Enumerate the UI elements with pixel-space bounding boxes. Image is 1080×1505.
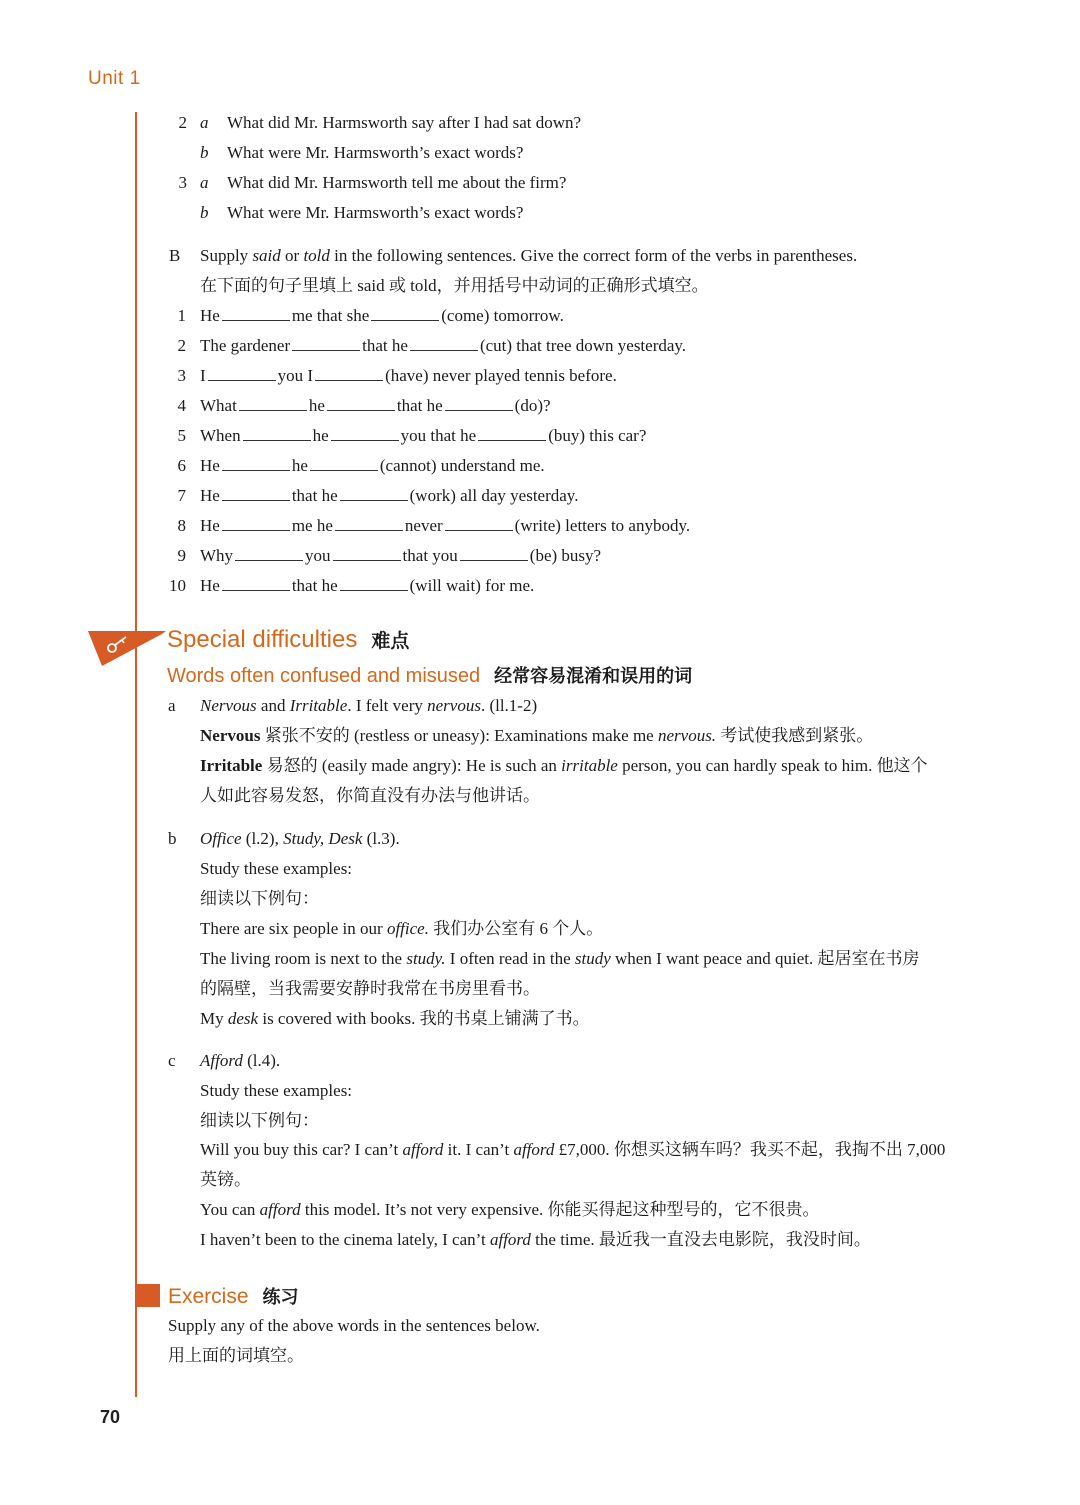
item-c-study: Study these examples:: [200, 1081, 353, 1100]
sentence-part: he: [312, 426, 329, 445]
sentence-part: that he: [291, 576, 338, 595]
item-c-example-1: [200, 1139, 945, 1161]
item-b-example-3: [200, 1008, 590, 1030]
sentence-part: He: [200, 486, 220, 505]
sentence-number: 2: [177, 336, 186, 355]
vertical-rule: [135, 112, 137, 1397]
special-heading: [167, 626, 409, 654]
exercise-title-zh: 练习: [262, 1287, 299, 1307]
question-text: What did Mr. Harmsworth tell me about the firm?: [227, 173, 567, 192]
term: Irritable: [200, 756, 263, 775]
text: and: [256, 696, 290, 715]
sentence-part: that he: [396, 396, 443, 415]
section-b-letter: B: [169, 246, 181, 265]
word: afford: [489, 1230, 531, 1249]
sentence-number: 10: [169, 576, 186, 595]
blank-field[interactable]: [478, 427, 546, 441]
text: The living room is next to the: [200, 949, 407, 968]
word: afford: [402, 1140, 444, 1159]
word: Irritable: [289, 696, 348, 715]
blank-field[interactable]: [460, 547, 528, 561]
blank-field[interactable]: [445, 517, 513, 531]
sentence-part: The gardener: [200, 336, 291, 355]
sentence-part: Why: [200, 546, 234, 565]
sentence-body: [200, 395, 551, 417]
text: 紧张不安的 (restless or uneasy): Examinations make me: [260, 726, 658, 745]
special-subtitle-zh: 经常容易混淆和误用的词: [494, 666, 693, 686]
word: Study, Desk: [283, 829, 363, 848]
text: is covered with books. 我的书桌上铺满了书。: [258, 1009, 590, 1028]
text: . (ll.1-2): [480, 696, 538, 715]
sentence-body: [200, 515, 690, 537]
blank-field[interactable]: [335, 517, 403, 531]
sentence-part: (have) never played tennis before.: [385, 366, 617, 385]
special-subtitle: Words often confused and misused: [167, 665, 481, 687]
sentence-number: 5: [177, 426, 186, 445]
sentence-part: that he: [291, 486, 338, 505]
item-b-example-2: [200, 948, 920, 970]
item-b-study-zh: 细读以下例句：: [200, 889, 319, 908]
sentence-part: When: [200, 426, 241, 445]
sentence-number: 7: [177, 486, 186, 505]
sentence-body: [200, 575, 534, 597]
sentence-part: He: [200, 516, 220, 535]
word: study: [574, 949, 611, 968]
sentence-part: (write) letters to anybody.: [514, 516, 691, 535]
blank-field[interactable]: [315, 367, 383, 381]
sentence-number: 3: [177, 366, 186, 385]
item-c-study-zh: 细读以下例句：: [200, 1111, 319, 1130]
item-c-example-2: [200, 1199, 820, 1221]
sentence-part: he: [291, 456, 308, 475]
question-number: 2: [178, 113, 187, 132]
sentence-body: [200, 335, 686, 357]
blank-field[interactable]: [222, 577, 290, 591]
blank-field[interactable]: [327, 397, 395, 411]
sentence-body: [200, 455, 545, 477]
text: There are six people in our: [200, 919, 387, 938]
sentence-part: He: [200, 576, 220, 595]
text: it. I can’t: [443, 1140, 514, 1159]
sentence-part: (come) tomorrow.: [441, 306, 564, 325]
text: 我们办公室有 6 个人。: [428, 919, 604, 938]
sentence-part: (cut) that tree down yesterday.: [479, 336, 687, 355]
item-b-example-2-cont: 的隔壁，当我需要安静时我常在书房里看书。: [200, 979, 540, 998]
text: the time. 最近我一直没去电影院，我没时间。: [530, 1230, 871, 1249]
sentence-part: never: [404, 516, 443, 535]
text: when I want peace and quiet. 起居室在书房: [610, 949, 920, 968]
question-letter: b: [200, 203, 209, 222]
item-a-irritable: [200, 755, 928, 777]
word: Nervous: [200, 696, 257, 715]
sentence-part: (cannot) understand me.: [379, 456, 545, 475]
text: You can: [200, 1200, 260, 1219]
blank-field[interactable]: [310, 457, 378, 471]
sentence-part: (do)?: [514, 396, 551, 415]
question-text: What did Mr. Harmsworth say after I had sat down?: [227, 113, 582, 132]
text: I often read in the: [445, 949, 575, 968]
item-a-letter: a: [168, 696, 176, 715]
question-text: What were Mr. Harmsworth’s exact words?: [227, 143, 524, 162]
blank-field[interactable]: [333, 547, 401, 561]
exercise-instruction: Supply any of the above words in the sentences below.: [168, 1316, 540, 1335]
item-b-study: Study these examples:: [200, 859, 353, 878]
sentence-part: that he: [362, 336, 408, 355]
sentence-part: you I: [277, 366, 314, 385]
sentence-part: me he: [291, 516, 333, 535]
instr-text: or: [280, 246, 304, 265]
sentence-number: 1: [177, 306, 186, 325]
page-number: 70: [100, 1407, 121, 1427]
sentence-number: 6: [177, 456, 186, 475]
item-a-title: [200, 695, 537, 717]
term: Nervous: [200, 726, 261, 745]
blank-field[interactable]: [222, 457, 290, 471]
sentence-part: he: [308, 396, 325, 415]
word: nervous.: [657, 726, 717, 745]
sentence-part: you: [305, 546, 331, 565]
blank-field[interactable]: [222, 307, 290, 321]
exercise-marker: [137, 1284, 160, 1307]
sentence-body: [200, 545, 601, 567]
word: Afford: [200, 1051, 243, 1070]
blank-field[interactable]: [222, 487, 290, 501]
question-text: What were Mr. Harmsworth’s exact words?: [227, 203, 524, 222]
blank-field[interactable]: [292, 337, 360, 351]
key-icon: [88, 628, 166, 668]
sentence-part: He: [200, 306, 220, 325]
exercise-instruction-zh: 用上面的词填空。: [168, 1346, 304, 1365]
item-b-letter: b: [168, 829, 177, 848]
sentence-part: me that she: [291, 306, 370, 325]
question-letter: a: [200, 113, 209, 132]
blank-field[interactable]: [243, 427, 311, 441]
text: (l.2),: [241, 829, 284, 848]
sentence-body: [200, 365, 617, 387]
word: Office: [200, 829, 242, 848]
sentence-body: [200, 425, 646, 447]
word: irritable: [561, 756, 618, 775]
item-b-example-1: [200, 918, 603, 940]
sentence-part: (will wait) for me.: [409, 576, 535, 595]
sentence-number: 8: [177, 516, 186, 535]
text: I haven’t been to the cinema lately, I can’t: [200, 1230, 490, 1249]
sentence-number: 4: [177, 396, 186, 415]
text: My: [200, 1009, 228, 1028]
blank-field[interactable]: [445, 397, 513, 411]
text: (l.3).: [362, 829, 400, 848]
text: £7,000. 你想买这辆车吗？我买不起，我掏不出 7,000: [554, 1140, 946, 1159]
question-number: 3: [178, 173, 187, 192]
word: study.: [406, 949, 446, 968]
sentence-part: He: [200, 456, 220, 475]
sentence-part: that you: [402, 546, 458, 565]
sentence-part: you that he: [400, 426, 477, 445]
word: afford: [259, 1200, 301, 1219]
special-subheading: [167, 662, 692, 688]
sentence-body: [200, 485, 578, 507]
blank-field[interactable]: [371, 307, 439, 321]
text: Will you buy this car? I can’t: [200, 1140, 403, 1159]
text: person, you can hardly speak to him. 他这个: [617, 756, 928, 775]
item-a-irritable-cont: 人如此容易发怒，你简直没有办法与他讲话。: [200, 786, 540, 805]
word: afford: [513, 1140, 555, 1159]
blank-field[interactable]: [222, 517, 290, 531]
sentence-part: I: [200, 366, 206, 385]
sentence-part: What: [200, 396, 237, 415]
word: desk: [227, 1009, 259, 1028]
item-c-example-3: [200, 1229, 871, 1251]
sentence-body: [200, 305, 564, 327]
text: 考试使我感到紧张。: [716, 726, 874, 745]
section-b-instruction: [200, 245, 857, 267]
text: this model. It’s not very expensive. 你能买得起这种型号的，它不很贵。: [300, 1200, 820, 1219]
instr-told: told: [303, 246, 330, 265]
blank-field[interactable]: [340, 577, 408, 591]
blank-field[interactable]: [410, 337, 478, 351]
item-a-nervous: [200, 725, 873, 747]
sentence-part: (work) all day yesterday.: [409, 486, 579, 505]
sentence-part: (buy) this car?: [548, 426, 647, 445]
text: . I felt very: [347, 696, 428, 715]
blank-field[interactable]: [208, 367, 276, 381]
word: nervous: [427, 696, 481, 715]
special-title: Special difficulties: [167, 626, 358, 653]
item-c-letter: c: [168, 1051, 176, 1070]
instr-text: Supply: [200, 246, 253, 265]
text: 易怒的 (easily made angry): He is such an: [262, 756, 562, 775]
item-c-title: [200, 1050, 280, 1072]
section-b-instruction-zh: 在下面的句子里填上 said 或 told，并用括号中动词的正确形式填空。: [200, 276, 709, 295]
special-title-zh: 难点: [371, 631, 410, 652]
item-b-title: [200, 828, 400, 850]
exercise-title: Exercise: [168, 1285, 249, 1308]
question-letter: b: [200, 143, 209, 162]
item-c-example-1-cont: 英镑。: [200, 1170, 251, 1189]
sentence-part: (be) busy?: [529, 546, 602, 565]
word: office.: [386, 919, 429, 938]
instr-said: said: [252, 246, 281, 265]
sentence-number: 9: [177, 546, 186, 565]
text: (l.4).: [242, 1051, 281, 1070]
question-letter: a: [200, 173, 209, 192]
blank-field[interactable]: [331, 427, 399, 441]
unit-label: Unit 1: [88, 68, 141, 89]
blank-field[interactable]: [239, 397, 307, 411]
blank-field[interactable]: [235, 547, 303, 561]
blank-field[interactable]: [340, 487, 408, 501]
exercise-heading: [168, 1283, 299, 1309]
instr-text: in the following sentences. Give the correct form of the verbs in parentheses.: [329, 246, 858, 265]
